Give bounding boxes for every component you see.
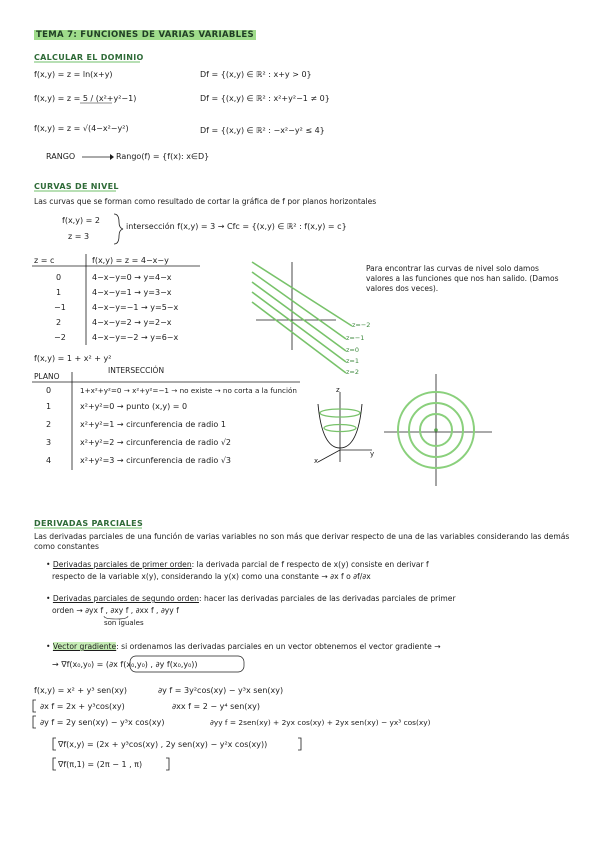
table-row-3: 4−x−y=2 → y=2−x	[92, 318, 172, 327]
level-line	[252, 292, 346, 362]
bracket-icon	[53, 758, 56, 770]
system-bottom: z = 3	[68, 232, 90, 241]
line-label-2: z=−1	[346, 334, 365, 342]
bullet-segundo-orden-2: orden → ∂yx f , ∂xy f , ∂xx f , ∂yy f	[52, 606, 179, 615]
axis-label-y: y	[370, 450, 375, 458]
example-dy-2: ∂y f = 2y sen(xy) − y³x cos(xy)	[40, 718, 165, 727]
example-gradient: ∇f(x,y) = (2x + y³cos(xy) , 2y sen(xy) − y²x cos(xy))	[58, 740, 268, 749]
line-label-4: z=1	[346, 357, 359, 365]
section-heading-derivadas: DERIVADAS PARCIALES	[34, 519, 144, 528]
system-top: f(x,y) = 2	[62, 216, 100, 225]
bracket-icon	[298, 738, 301, 750]
plano-c-0: 0	[46, 386, 52, 395]
plano-row-2: x²+y²=1 → circunferencia de radio 1	[80, 420, 226, 429]
formula-box	[130, 656, 244, 672]
curvas-intro: Las curvas que se forman como resultado de cortar la gráfica de f por planos horizontales	[34, 197, 377, 206]
table-header-func: f(x,y) = z = 4−x−y	[92, 256, 169, 265]
plano-c-4: 4	[46, 456, 52, 465]
table-c-4: −2	[54, 333, 66, 342]
section-heading-curvas: CURVAS DE NIVEL	[34, 182, 119, 191]
axis-x	[318, 450, 340, 462]
rango-expression: Rango(f) = {f(x): x∈D}	[116, 152, 210, 161]
rango-label: RANGO	[46, 152, 76, 161]
plano-header: PLANO	[34, 372, 60, 381]
bullet-vector-gradiente: • Vector gradiente: si ordenamos las derivadas parciales en un vector obtenemos el vector gradiente →	[46, 642, 441, 651]
axis-label-x: x	[314, 457, 319, 465]
table-header-zc: z = c	[34, 256, 55, 265]
dominio-function-2: f(x,y) = z = 5 / (x²+y²−1)	[34, 94, 137, 103]
plano-c-1: 1	[46, 402, 52, 411]
bracket-icon	[33, 700, 36, 712]
curvas-note: Para encontrar las curvas de nivel solo damos valores a las funciones que nos han salido. (Damos valores dos veces).	[366, 264, 559, 293]
table-row-4: 4−x−y=−2 → y=6−x	[92, 333, 179, 342]
example-dxx: ∂xx f = 2 − y⁴ sen(xy)	[172, 702, 260, 711]
table-c-3: 2	[56, 318, 62, 327]
table-c-2: −1	[54, 303, 66, 312]
dominio-function-1: f(x,y) = z = ln(x+y)	[34, 70, 113, 79]
plano-row-1: x²+y²=0 → punto (x,y) = 0	[80, 402, 188, 411]
brace-icon	[104, 616, 128, 619]
bracket-icon	[166, 758, 169, 770]
level-point	[434, 428, 438, 432]
table-row-2: 4−x−y=−1 → y=5−x	[92, 303, 179, 312]
bracket-icon	[53, 738, 56, 750]
interseccion-header: INTERSECCIÓN	[108, 366, 165, 375]
plano-row-0: 1+x²+y²=0 → x²+y²=−1 → no existe → no corta a la función	[80, 386, 297, 395]
interseccion-expression: intersección f(x,y) = 3 → Cfc = {(x,y) ∈ ℝ² : f(x,y) = c}	[126, 222, 347, 231]
table-row-1: 4−x−y=1 → y=3−x	[92, 288, 172, 297]
level-line	[252, 272, 346, 339]
derivadas-intro: Las derivadas parciales de una función de varias variables no son más que derivar respecto de una de las variables considerando las demás como constantes	[34, 532, 570, 551]
table-c-1: 1	[56, 288, 62, 297]
rango-arrowhead-icon	[110, 154, 114, 160]
table-row-0: 4−x−y=0 → y=4−x	[92, 273, 172, 282]
son-iguales-note: son iguales	[104, 619, 144, 627]
page-title: TEMA 7: FUNCIONES DE VARIAS VARIABLES	[36, 30, 254, 40]
dominio-domain-1: Df = {(x,y) ∈ ℝ² : x+y > 0}	[200, 70, 312, 79]
example-gradient-value: ∇f(π,1) = (2π − 1 , π)	[58, 760, 143, 769]
dominio-domain-3: Df = {(x,y) ∈ ℝ² : −x²−y² ≤ 4}	[200, 126, 325, 135]
level-lines	[252, 262, 352, 373]
bullet-primer-orden-2: respecto de la variable x(y), considerando la y(x) como una constante → ∂x f o ∂f/∂x	[52, 572, 371, 581]
plano-row-3: x²+y²=2 → circunferencia de radio √2	[80, 438, 232, 447]
table-c-0: 0	[56, 273, 62, 282]
example-dyy: ∂yy f = 2sen(xy) + 2yx cos(xy) + 2yx sen(xy) − yx³ cos(xy)	[210, 718, 431, 727]
plano-c-2: 2	[46, 420, 52, 429]
section-heading-dominio: CALCULAR EL DOMINIO	[34, 53, 144, 62]
plano-row-4: x²+y²=3 → circunferencia de radio √3	[80, 456, 232, 465]
gradiente-formula: → ∇f(x₀,y₀) = (∂x f(x₀,y₀) , ∂y f(x₀,y₀))	[52, 660, 198, 669]
line-label-3: z=0	[346, 346, 359, 354]
example-function: f(x,y) = x² + y³ sen(xy)	[34, 686, 127, 695]
line-label-5: z=2	[346, 368, 359, 376]
example-dy: ∂y f = 3y²cos(xy) − y³x sen(xy)	[158, 686, 284, 695]
example-dx: ∂x f = 2x + y³cos(xy)	[40, 702, 125, 711]
brace-icon	[114, 214, 123, 244]
dominio-function-3: f(x,y) = z = √(4−x²−y²)	[34, 124, 129, 133]
line-label-1: z=−2	[352, 321, 371, 329]
plano-c-3: 3	[46, 438, 52, 447]
bracket-icon	[33, 716, 36, 728]
bullet-segundo-orden: • Derivadas parciales de segundo orden: hacer las derivadas parciales de las derivadas parciales de primer	[46, 594, 456, 603]
dominio-domain-2: Df = {(x,y) ∈ ℝ² : x²+y²−1 ≠ 0}	[200, 94, 330, 103]
bullet-primer-orden: • Derivadas parciales de primer orden: la derivada parcial de f respecto de x(y) consiste en derivar f	[46, 560, 429, 569]
axis-label-z: z	[336, 386, 340, 394]
second-function: f(x,y) = 1 + x² + y²	[34, 354, 112, 363]
